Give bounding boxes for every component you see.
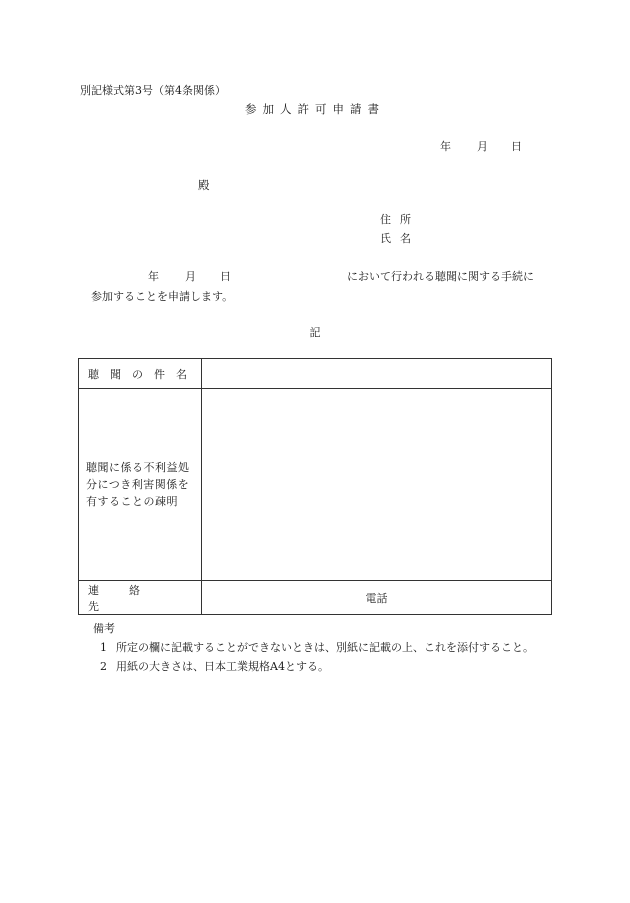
applicant-address-label: 住所	[380, 213, 420, 226]
form-number: 別記様式第3号（第4条関係）	[80, 84, 226, 97]
table-row	[79, 359, 552, 389]
note-item	[100, 658, 329, 674]
body-text-line1: において行われる聴聞に関する手続に	[347, 270, 534, 283]
date-year-label: 年	[440, 140, 451, 153]
table-row	[79, 389, 552, 581]
applicant-name-label: 氏名	[380, 232, 420, 245]
table-row	[79, 581, 552, 615]
hearing-date-day: 日	[220, 270, 231, 283]
addressee-suffix: 殿	[198, 178, 210, 192]
date-month-label: 月	[477, 140, 488, 153]
interest-explanation-field[interactable]	[202, 389, 552, 581]
record-label: 記	[309, 326, 321, 339]
hearing-date-year: 年	[148, 270, 159, 283]
hearing-subject-field[interactable]	[202, 359, 552, 389]
note-number: 1	[100, 641, 107, 654]
note-item	[100, 639, 534, 655]
contact-label: 連絡先	[79, 581, 202, 615]
document-title: 参加人許可申請書	[245, 102, 385, 116]
date-day-label: 日	[511, 140, 522, 153]
interest-explanation-label: 聴聞に係る不利益処分につき利害関係を有することの疎明	[79, 389, 202, 581]
note-text: 所定の欄に記載することができないときは、別紙に記載の上、これを添付すること。	[116, 641, 534, 654]
note-number: 2	[100, 660, 107, 673]
application-table	[78, 358, 552, 615]
hearing-date-month: 月	[185, 270, 196, 283]
notes-title: 備考	[93, 622, 115, 635]
hearing-subject-label: 聴聞の件名	[79, 359, 202, 389]
note-text: 用紙の大きさは、日本工業規格A4とする。	[116, 660, 329, 673]
contact-phone-field[interactable]: 電話	[202, 581, 552, 615]
body-text-line2: 参加することを申請します。	[91, 290, 234, 303]
